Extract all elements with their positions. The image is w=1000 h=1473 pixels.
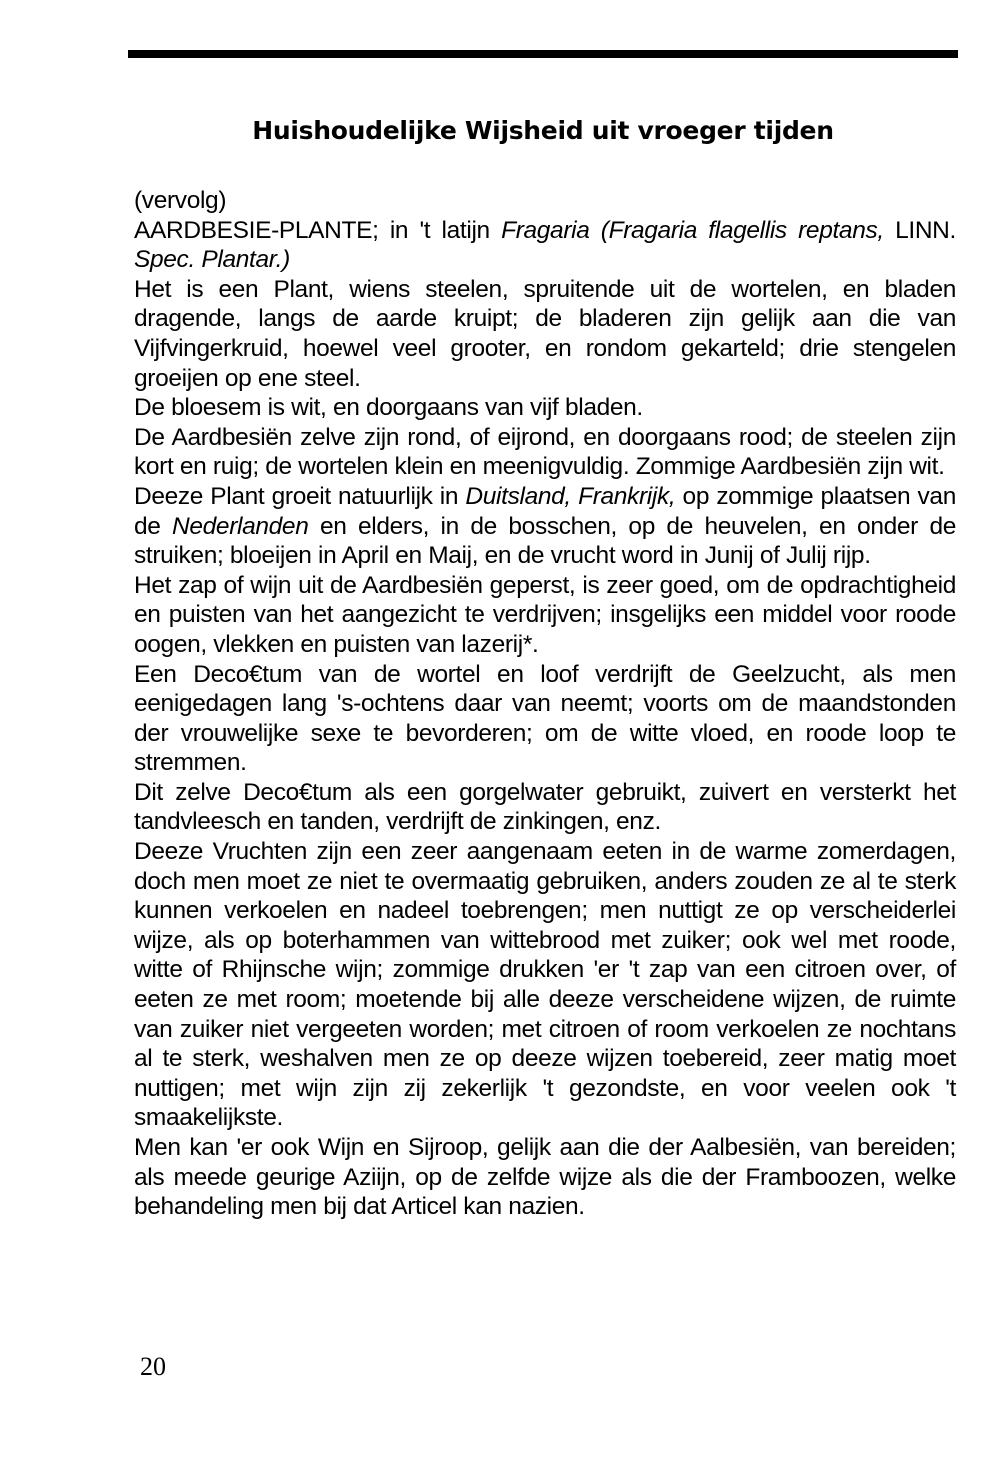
italic-text: Nederlanden — [172, 512, 309, 540]
top-rule — [128, 50, 958, 58]
paragraph — [134, 571, 956, 660]
text-run: en elders, in de bosschen, op de heuvelen, en onder de struiken; bloeijen in April en Maij, en de vrucht word in Junij of Julij rijp. — [134, 512, 956, 570]
text-run: AARDBESIE-PLANTE; in 't latijn — [134, 216, 502, 244]
article-body — [134, 186, 956, 1222]
paragraph — [134, 778, 956, 837]
paragraph — [134, 275, 956, 393]
text-run: LINN. — [883, 216, 956, 244]
text-run: De Aardbesiën zelve zijn rond, of eijrond, en doorgaans rood; de steelen zijn kort en ruig; de wortelen klein en meenigvuldig. Zommige Aardbesiën zijn wit. — [134, 423, 956, 481]
text-run: Deeze Vruchten zijn een zeer aangenaam eeten in de warme zomerdagen, doch men moet ze niet te overmaatig gebruiken, anders zouden ze al te sterk kunnen verkoelen en nadeel toebrengen; men nuttigt ze op verscheiderlei wijze, als op boterhammen van wittebrood met zuiker; ook wel met roode, witte of Rhijnsche wijn; zommige drukken 'er 't zap van een citroen over, of eeten ze met room; moetende bij alle deeze verscheidene wijzen, de ruimte van zuiker niet vergeeten worden; met citroen of room verkoelen ze nochtans al te sterk, weshalven men ze op deeze wijzen toebereid, zeer matig moet nuttigen; met wijn zijn zij zekerlijk 't gezondste, en voor veelen ook 't smaakelijkste. — [134, 838, 956, 1132]
text-run: Het is een Plant, wiens steelen, spruitende uit de wortelen, en bladen dragende, langs de aarde kruipt; de bladeren zijn gelijk aan die van Vijfvingerkruid, hoewel veel grooter, en rondom gekarteld; drie stengelen groeijen op ene steel. — [134, 275, 956, 392]
text-run: Men kan 'er ook Wijn en Sijroop, gelijk aan die der Aalbesiën, van bereiden; als meede geurige Aziijn, op de zelfde wijze als die der Framboozen, welke behandeling men bij dat Articel kan nazien. — [134, 1134, 956, 1221]
paragraph — [134, 186, 956, 216]
italic-text: Spec. Plantar.) — [134, 246, 290, 274]
paragraph — [134, 837, 956, 1133]
text-run: Een Deco€tum van de wortel en loof verdrijft de Geelzucht, als men eenigedagen lang 's-ochtens daar van neemt; voorts om de maandstonden der vrouwelijke sexe te bevorderen; om de witte vloed, en roode loop te stremmen. — [134, 660, 956, 777]
paragraph — [134, 393, 956, 423]
text-run: (vervolg) — [134, 187, 227, 214]
paragraph — [134, 423, 956, 482]
italic-text: Duitsland, Frankrijk, — [465, 482, 676, 510]
text-run: op zommige plaatsen van de — [134, 482, 956, 540]
paragraph — [134, 1133, 956, 1222]
text-run: Deeze Plant groeit natuurlijk in — [134, 482, 466, 510]
page-title: Huishoudelijke Wijsheid uit vroeger tijden — [252, 116, 834, 145]
text-run: Dit zelve Deco€tum als een gorgelwater gebruikt, zuivert en versterkt het tandvleesch en tanden, verdrijft de zinkingen, enz. — [134, 778, 956, 836]
text-run: Het zap of wijn uit de Aardbesiën geperst, is zeer goed, om de opdrachtigheid en puisten van het aangezicht te verdrijven; insgelijks een middel voor roode oogen, vlekken en puisten van lazerij*. — [134, 571, 956, 658]
page-number: 20 — [140, 1352, 166, 1381]
text-run: De bloesem is wit, en doorgaans van vijf bladen. — [134, 394, 643, 422]
paragraph — [134, 216, 956, 275]
paragraph — [134, 660, 956, 778]
italic-text: Fragaria (Fragaria flagellis reptans, — [501, 216, 884, 244]
paragraph — [134, 482, 956, 571]
